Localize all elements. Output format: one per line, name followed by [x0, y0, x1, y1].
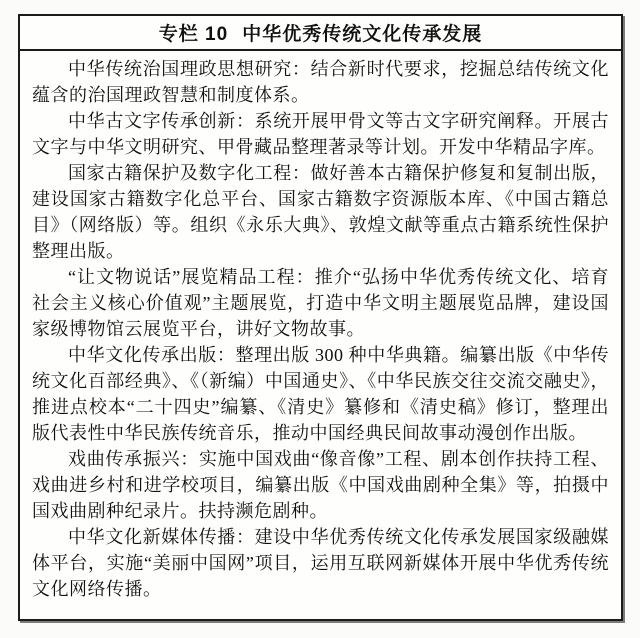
paragraph: 国家古籍保护及数字化工程：做好善本古籍保护修复和复制出版，建设国家古籍数字化总平台、国家古籍数字资源版本库、《中国古籍总目》（网络版）等。组织《永乐大典》、敦煌文献等重点古籍系统性保护整理出版。: [32, 163, 609, 261]
column-box: [18, 14, 623, 621]
paragraph: “让文物说话”展览精品工程：推介“弘扬中华优秀传统文化、培育社会主义核心价值观”主题展览，打造中华文明主题展览品牌，建设国家级博物馆云展览平台，讲好文物故事。: [32, 267, 609, 339]
paragraph: 中华古文字传承创新：系统开展甲骨文等古文字研究阐释。开展古文字与中华文明研究、甲骨藏品整理著录等计划。开发中华精品字库。: [32, 111, 609, 157]
column-header: [20, 16, 621, 51]
column-body: [20, 51, 621, 608]
column-title: 中华优秀传统文化传承发展: [242, 24, 483, 45]
paragraph: 中华传统治国理政思想研究：结合新时代要求，挖掘总结传统文化蕴含的治国理政智慧和制度体系。: [32, 59, 609, 105]
column-label: 专栏 10: [158, 24, 229, 45]
paragraph: 中华文化新媒体传播：建设中华优秀传统文化传承发展国家级融媒体平台，实施“美丽中国网”项目，运用互联网新媒体开展中华优秀传统文化网络传播。: [32, 527, 609, 599]
paragraph: 戏曲传承振兴：实施中国戏曲“像音像”工程、剧本创作扶持工程、戏曲进乡村和进学校项目，编纂出版《中国戏曲剧种全集》等，拍摄中国戏曲剧种纪录片。扶持濒危剧种。: [32, 449, 609, 521]
paragraph: 中华文化传承出版：整理出版 300 种中华典籍。编纂出版《中华传统文化百部经典》、《（新编）中国通史》、《中华民族交往交流交融史》，推进点校本“二十四史”编纂、《清史》纂修和《清史稿》修订，整理出版代表性中华民族传统音乐，推动中国经典民间故事动漫创作出版。: [32, 345, 609, 443]
